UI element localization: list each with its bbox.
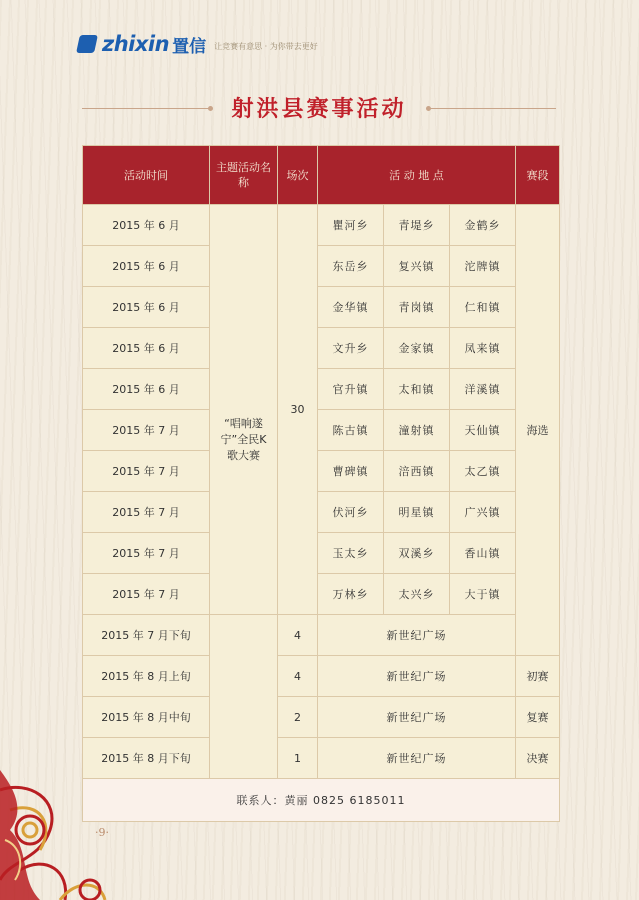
location-cell: 陈古镇: [318, 410, 384, 451]
location-cell: 广兴镇: [450, 492, 516, 533]
location-cell: 香山镇: [450, 533, 516, 574]
logo-mark-icon: [76, 35, 98, 53]
row-stage: 决赛: [516, 738, 560, 779]
row-stage: 复赛: [516, 697, 560, 738]
location-cell: 玉太乡: [318, 533, 384, 574]
location-cell: 双溪乡: [384, 533, 450, 574]
row-stage: 初赛: [516, 656, 560, 697]
row-time: 2015 年 8 月上旬: [83, 656, 210, 697]
row-time: 2015 年 6 月: [83, 369, 210, 410]
row-time: 2015 年 6 月: [83, 287, 210, 328]
contact-row: [83, 779, 560, 822]
table-row: [83, 287, 560, 328]
brand-logo: [78, 33, 318, 55]
table-header-row: [83, 146, 560, 205]
location-cell: 文升乡: [318, 328, 384, 369]
location-cell: 明星镇: [384, 492, 450, 533]
row-time: 2015 年 7 月: [83, 492, 210, 533]
header-theme: 主题活动名称: [210, 146, 278, 205]
location-cell: 伏河乡: [318, 492, 384, 533]
contact-info: 联系人：黄丽 0825 6185011: [83, 779, 560, 822]
row-time: 2015 年 7 月: [83, 574, 210, 615]
location-cell: 凤来镇: [450, 328, 516, 369]
location-cell: 太兴乡: [384, 574, 450, 615]
table-row: [83, 656, 560, 697]
row-location: 新世纪广场: [318, 738, 516, 779]
row-time: 2015 年 6 月: [83, 328, 210, 369]
title-rule-left: [82, 108, 210, 109]
row-sessions: 4: [278, 615, 318, 656]
table-row: [83, 205, 560, 246]
page-title: 射洪县赛事活动: [231, 96, 407, 122]
location-cell: 青堤乡: [384, 205, 450, 246]
table-row: [83, 697, 560, 738]
table-row: [83, 533, 560, 574]
location-cell: 太乙镇: [450, 451, 516, 492]
sessions-total-cell: 30: [278, 205, 318, 615]
location-cell: 仁和镇: [450, 287, 516, 328]
logo-slogan: 让竞赛有意思 · 为你带去更好: [214, 41, 318, 51]
row-sessions: 4: [278, 656, 318, 697]
table-row: [83, 369, 560, 410]
row-time: 2015 年 7 月: [83, 533, 210, 574]
row-sessions: 2: [278, 697, 318, 738]
header-location: 活 动 地 点: [318, 146, 516, 205]
header-stage: 赛段: [516, 146, 560, 205]
location-cell: 沱牌镇: [450, 246, 516, 287]
table-row: [83, 246, 560, 287]
row-sessions: 1: [278, 738, 318, 779]
location-cell: 洋溪镇: [450, 369, 516, 410]
location-cell: 东岳乡: [318, 246, 384, 287]
location-cell: 万林乡: [318, 574, 384, 615]
theme-cell: “唱响遂宁”全民K歌大赛: [210, 205, 278, 615]
logo-cn: 置信: [172, 36, 207, 57]
header-sessions: 场次: [278, 146, 318, 205]
location-cell: 青岗镇: [384, 287, 450, 328]
location-cell: 天仙镇: [450, 410, 516, 451]
table-row: [83, 738, 560, 779]
row-time: 2015 年 7 月: [83, 410, 210, 451]
location-cell: 涪西镇: [384, 451, 450, 492]
row-time: 2015 年 8 月下旬: [83, 738, 210, 779]
table-row: [83, 328, 560, 369]
location-cell: 金鹤乡: [450, 205, 516, 246]
row-time: 2015 年 6 月: [83, 246, 210, 287]
stage-group-cell: 海选: [516, 205, 560, 656]
header-time: 活动时间: [83, 146, 210, 205]
logo-name: zhixin: [102, 32, 170, 56]
location-cell: 大于镇: [450, 574, 516, 615]
title-rule-right: [428, 108, 556, 109]
location-cell: 瞿河乡: [318, 205, 384, 246]
table-row: [83, 574, 560, 615]
location-cell: 复兴镇: [384, 246, 450, 287]
page-number: ·9·: [95, 826, 109, 839]
row-location: 新世纪广场: [318, 656, 516, 697]
row-time: 2015 年 7 月下旬: [83, 615, 210, 656]
theme-cell-extension: [210, 615, 278, 779]
row-time: 2015 年 7 月: [83, 451, 210, 492]
location-cell: 金家镇: [384, 328, 450, 369]
table-row: [83, 451, 560, 492]
row-time: 2015 年 6 月: [83, 205, 210, 246]
events-table: [82, 145, 560, 822]
floral-ornament-icon: [0, 770, 140, 900]
location-cell: 官升镇: [318, 369, 384, 410]
table-row: [83, 410, 560, 451]
location-cell: 潼射镇: [384, 410, 450, 451]
table-row: [83, 492, 560, 533]
location-cell: 金华镇: [318, 287, 384, 328]
row-location: 新世纪广场: [318, 615, 516, 656]
location-cell: 太和镇: [384, 369, 450, 410]
location-cell: 曹碑镇: [318, 451, 384, 492]
row-location: 新世纪广场: [318, 697, 516, 738]
table-row: [83, 615, 560, 656]
row-time: 2015 年 8 月中旬: [83, 697, 210, 738]
